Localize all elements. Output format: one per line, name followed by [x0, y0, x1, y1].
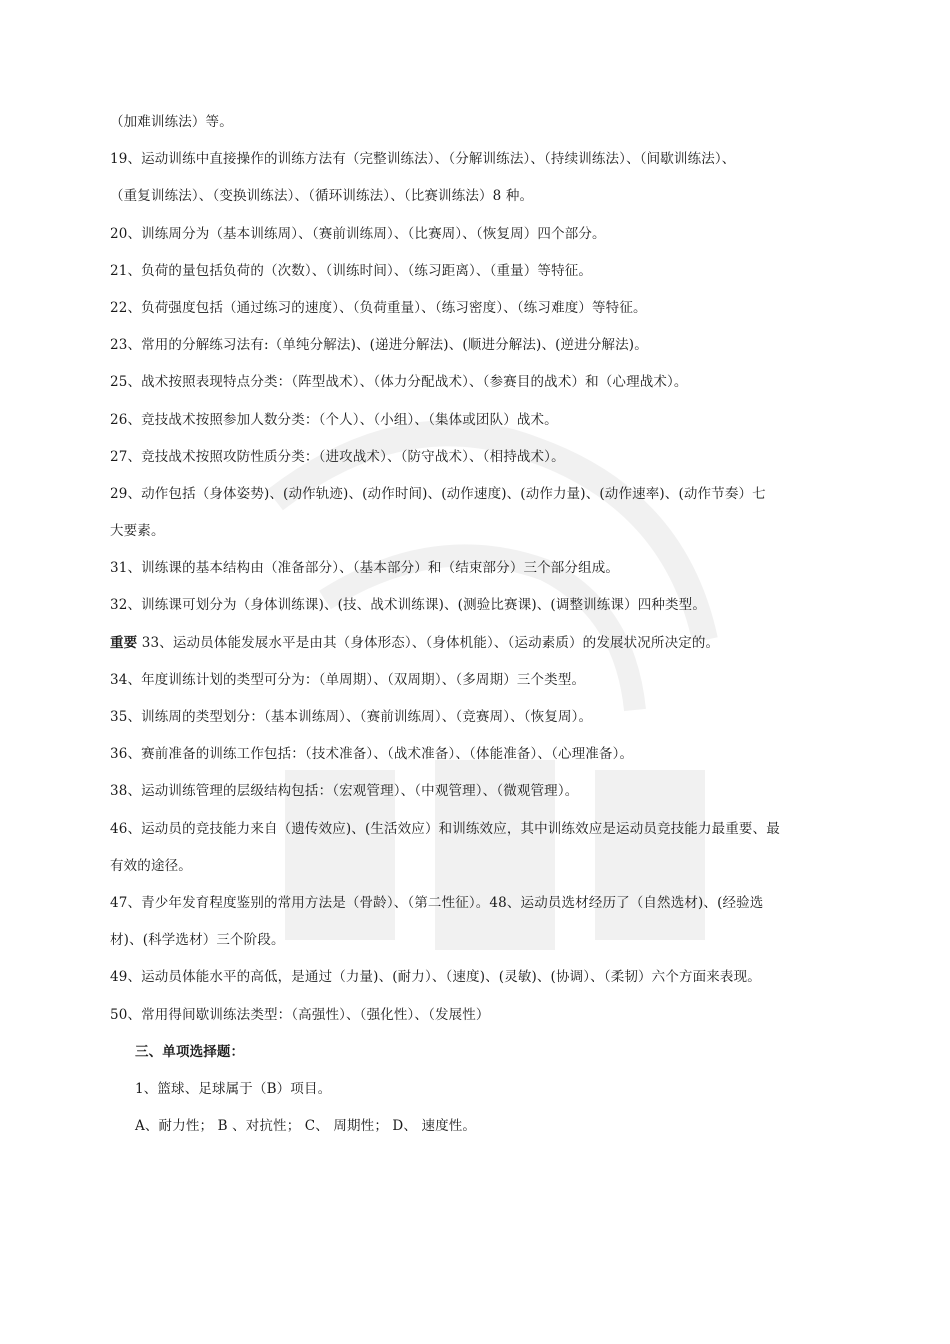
text-line: 27、竞技战术按照攻防性质分类：（进攻战术）、（防守战术）、（相持战术）。	[110, 448, 565, 465]
text-line: 46、运动员的竞技能力来自（遗传效应)、(生活效应）和训练效应，其中训练效应是运动员竞技能力最重要、最	[110, 820, 780, 837]
text-line: 20、训练周分为（基本训练周）、（赛前训练周）、（比赛周）、（恢复周）四个部分。	[110, 225, 606, 242]
text-line: 25、战术按照表现特点分类：（阵型战术）、（体力分配战术）、（参赛目的战术）和（心理战术）。	[110, 374, 688, 391]
text-line: （重复训练法）、（变换训练法）、（循环训练法）、（比赛训练法）8 种。	[110, 188, 534, 205]
text-line-content: 33、运动员体能发展水平是由其（身体形态）、（身体机能）、（运动素质）的发展状况所决定的。	[137, 634, 720, 651]
text-line-important	[110, 625, 820, 662]
text-line: 有效的途径。	[110, 857, 192, 874]
important-marker: 重要	[110, 634, 138, 651]
question-options: A、耐力性； B 、对抗性； C、 周期性； D、 速度性。	[135, 1118, 477, 1135]
text-line: 34、年度训练计划的类型可分为：（单周期）、（双周期）、（多周期）三个类型。	[110, 671, 586, 688]
text-line: 大要素。	[110, 523, 165, 540]
question-text: 1、篮球、足球属于（B）项目。	[135, 1080, 332, 1097]
text-line: 29、动作包括（身体姿势)、(动作轨迹)、(动作时间)、(动作速度)、(动作力量)、(动作速率)、(动作节奏）七	[110, 485, 766, 502]
text-line: 31、训练课的基本结构由（准备部分）、（基本部分）和（结束部分）三个部分组成。	[110, 560, 620, 577]
text-line: 47、青少年发育程度鉴别的常用方法是（骨龄）、（第二性征）。48、运动员选材经历了（自然选材)、(经验选	[110, 894, 764, 911]
text-line: 36、赛前准备的训练工作包括：（技术准备）、（战术准备）、（体能准备）、（心理准备）。	[110, 746, 634, 763]
section-heading: 三、单项选择题：	[135, 1043, 245, 1060]
text-line: 23、常用的分解练习法有:（单纯分解法)、(递进分解法)、(顺进分解法)、(逆进分解法)。	[110, 337, 648, 354]
text-line: 26、竞技战术按照参加人数分类：（个人）、（小组）、（集体或团队）战术。	[110, 411, 558, 428]
text-line: 32、训练课可划分为（身体训练课)、(技、战术训练课)、(测验比赛课)、(调整训练课）四种类型。	[110, 597, 706, 614]
document-body	[110, 104, 820, 1145]
text-line: （加难训练法）等。	[110, 114, 233, 130]
text-line: 19、运动训练中直接操作的训练方法有（完整训练法）、（分解训练法）、（持续训练法）、（间歇训练法）、	[110, 151, 736, 168]
text-line: 材)、(科学选材）三个阶段。	[110, 932, 285, 949]
text-line: 38、运动训练管理的层级结构包括：（宏观管理）、（中观管理）、（微观管理）。	[110, 783, 579, 800]
text-line: 21、负荷的量包括负荷的（次数）、（训练时间）、（练习距离）、（重量）等特征。	[110, 262, 593, 279]
text-line: 49、运动员体能水平的高低，是通过（力量)、(耐力）、（速度)、(灵敏)、(协调）、（柔韧）六个方面来表现。	[110, 969, 761, 986]
text-line: 35、训练周的类型划分：（基本训练周）、（赛前训练周）、（竞赛周）、（恢复周）。	[110, 709, 593, 725]
text-line: 50、常用得间歇训练法类型：（高强性）、（强化性）、（发展性）	[110, 1006, 490, 1023]
text-line: 22、负荷强度包括（通过练习的速度）、（负荷重量）、（练习密度）、（练习难度）等特征。	[110, 299, 647, 316]
